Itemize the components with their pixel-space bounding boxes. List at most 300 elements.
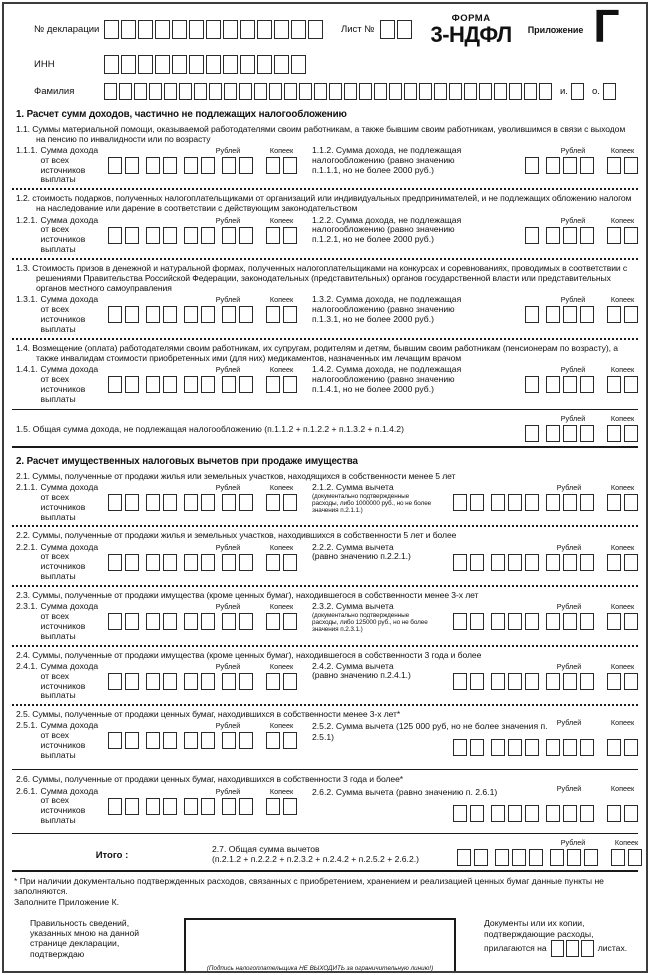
input-cell[interactable] [624,376,638,393]
input-cell[interactable] [201,732,215,749]
input-cell[interactable] [563,227,577,244]
input-cell[interactable] [525,494,539,511]
input-cell[interactable] [491,494,505,511]
input-cell[interactable] [607,805,621,822]
input-cell[interactable] [184,673,198,690]
input-cell[interactable] [291,55,306,74]
input-cell[interactable] [266,306,280,323]
input-cell[interactable] [108,673,122,690]
input-cell[interactable] [580,376,594,393]
input-cell[interactable] [104,55,119,74]
input-cell[interactable] [525,425,539,442]
input-cell[interactable] [194,83,207,100]
input-cell[interactable] [125,673,139,690]
input-cell[interactable] [546,376,560,393]
input-cell[interactable] [546,805,560,822]
input-cell[interactable] [163,306,177,323]
input-cell[interactable] [125,554,139,571]
signature-box[interactable] [184,918,456,973]
input-cell[interactable] [453,673,467,690]
input-cell[interactable] [184,798,198,815]
input-cell[interactable] [257,55,272,74]
input-cell[interactable] [184,306,198,323]
input-cell[interactable] [624,613,638,630]
input-cell[interactable] [389,83,402,100]
input-cell[interactable] [146,376,160,393]
input-cell[interactable] [397,20,412,39]
input-cell[interactable] [607,157,621,174]
input-cell[interactable] [624,425,638,442]
input-cell[interactable] [184,554,198,571]
field-2-3-2-label [312,602,434,633]
input-cell[interactable] [580,739,594,756]
input-cell[interactable] [108,494,122,511]
para-1-2: 1.2. стоимость подарков, полученных налогоплательщиками от организаций или индивидуальных предпринимателей, и не подлежащих обложению налогом на наследование или дарение в соответствии с действующим законодательством [16,193,632,214]
input-cell[interactable] [494,83,507,100]
input-cell[interactable] [470,613,484,630]
input-cell[interactable] [146,306,160,323]
input-cell[interactable] [125,798,139,815]
input-cell[interactable] [104,83,117,100]
input-cell[interactable] [266,673,280,690]
input-cell[interactable] [125,732,139,749]
input-cell[interactable] [206,20,221,39]
input-cell[interactable] [222,613,236,630]
row-1-4 [12,365,638,405]
input-cell[interactable] [624,157,638,174]
input-cell[interactable] [266,227,280,244]
input-cell[interactable] [464,83,477,100]
input-cell[interactable] [201,798,215,815]
input-cell[interactable] [580,554,594,571]
input-cell[interactable] [453,554,467,571]
input-cell[interactable] [299,83,312,100]
input-cell[interactable] [434,83,447,100]
input-cell[interactable] [453,805,467,822]
input-cell[interactable] [155,20,170,39]
input-cell[interactable] [184,732,198,749]
input-cell[interactable] [239,306,253,323]
input-cell[interactable] [283,376,297,393]
inn-input[interactable] [104,55,306,74]
input-cell[interactable] [138,20,153,39]
input-cell[interactable] [239,157,253,174]
input-cell[interactable] [453,739,467,756]
input-cell[interactable] [274,55,289,74]
input-cell[interactable] [563,425,577,442]
input-cell[interactable] [108,554,122,571]
input-cell[interactable] [374,83,387,100]
input-cell[interactable] [359,83,372,100]
input-cell[interactable] [222,376,236,393]
input-cell[interactable] [222,227,236,244]
money-field-2-2-2 [453,543,638,571]
input-cell[interactable] [224,83,237,100]
input-cell[interactable] [508,494,522,511]
surname-input[interactable] [104,83,552,100]
input-cell[interactable] [470,805,484,822]
input-cell[interactable] [611,849,625,866]
input-cell[interactable] [508,673,522,690]
input-cell[interactable] [525,157,539,174]
section-divider [12,446,638,448]
money-field-2-5-2 [453,718,638,756]
field-1-3-1 [12,295,312,335]
input-cell[interactable] [546,157,560,174]
field-2-6-1 [12,787,312,827]
input-cell[interactable] [222,157,236,174]
input-cell[interactable] [581,940,594,957]
input-cell[interactable] [266,554,280,571]
input-cell[interactable] [239,83,252,100]
input-cell[interactable] [163,227,177,244]
input-cell[interactable] [283,227,297,244]
field-number: 2.5.1. [16,720,38,731]
input-cell[interactable] [283,554,297,571]
input-cell[interactable] [121,20,136,39]
input-cell[interactable] [607,673,621,690]
input-cell[interactable] [239,673,253,690]
input-cell[interactable] [146,554,160,571]
kopecks-label: Копеек [610,542,635,552]
input-cell[interactable] [524,83,537,100]
input-cell[interactable] [172,55,187,74]
input-cell[interactable] [624,739,638,756]
input-cell[interactable] [551,940,564,957]
input-cell[interactable] [525,613,539,630]
dotted-divider [12,258,638,260]
input-cell[interactable] [529,849,543,866]
input-cell[interactable] [146,613,160,630]
input-cell[interactable] [283,157,297,174]
initial-o-input[interactable] [603,83,616,100]
input-cell[interactable] [580,157,594,174]
input-cell[interactable] [222,798,236,815]
input-cell[interactable] [146,494,160,511]
input-cell[interactable] [453,494,467,511]
input-cell[interactable] [563,306,577,323]
input-cell[interactable] [201,306,215,323]
input-cell[interactable] [603,83,616,100]
input-cell[interactable] [283,732,297,749]
input-cell[interactable] [491,673,505,690]
input-cell[interactable] [539,83,552,100]
input-cell[interactable] [172,20,187,39]
input-cell[interactable] [108,798,122,815]
input-cell[interactable] [563,673,577,690]
deduction-note: (документально подтвержденные расходы, либо 1000000 руб., но не более значения п.2.1.1.) [312,492,432,514]
input-cell[interactable] [163,613,177,630]
input-cell[interactable] [138,55,153,74]
input-cell[interactable] [563,554,577,571]
income-label: Сумма дохода от всех источников выплаты [40,660,99,701]
income-label: Сумма дохода от всех источников выплаты [40,541,99,582]
input-cell[interactable] [580,227,594,244]
input-cell[interactable] [163,798,177,815]
kopecks-label: Копеек [610,482,635,492]
input-cell[interactable] [121,55,136,74]
input-cell[interactable] [163,673,177,690]
input-cell[interactable] [546,227,560,244]
input-cell[interactable] [201,157,215,174]
input-cell[interactable] [624,554,638,571]
input-cell[interactable] [495,849,509,866]
input-cell[interactable] [546,425,560,442]
input-cell[interactable] [239,798,253,815]
input-cell[interactable] [344,83,357,100]
input-cell[interactable] [563,739,577,756]
input-cell[interactable] [269,83,282,100]
input-cell[interactable] [491,739,505,756]
money-field-1-3-2 [525,295,638,325]
dotted-divider [12,338,638,340]
field-1-1-1-label [12,146,108,186]
declaration-number-input[interactable] [104,20,323,39]
input-cell[interactable] [254,83,267,100]
input-cell[interactable] [525,739,539,756]
input-cell[interactable] [525,805,539,822]
input-cell[interactable] [146,157,160,174]
input-cell[interactable] [189,20,204,39]
input-cell[interactable] [222,554,236,571]
section-divider [12,870,638,872]
input-cell[interactable] [563,376,577,393]
input-cell[interactable] [580,306,594,323]
input-cell[interactable] [584,849,598,866]
input-cell[interactable] [607,554,621,571]
input-cell[interactable] [108,306,122,323]
input-cell[interactable] [624,227,638,244]
input-cell[interactable] [201,227,215,244]
input-cell[interactable] [509,83,522,100]
input-cell[interactable] [184,613,198,630]
input-cell[interactable] [149,83,162,100]
input-cell[interactable] [257,20,272,39]
input-cell[interactable] [474,849,488,866]
input-cell[interactable] [163,157,177,174]
input-cell[interactable] [419,83,432,100]
input-cell[interactable] [222,732,236,749]
input-cell[interactable] [184,376,198,393]
input-cell[interactable] [329,83,342,100]
input-cell[interactable] [525,227,539,244]
input-cell[interactable] [266,157,280,174]
input-cell[interactable] [607,425,621,442]
input-cell[interactable] [108,732,122,749]
input-cell[interactable] [550,849,564,866]
field-number: 1.3.1. [16,294,38,305]
input-cell[interactable] [163,376,177,393]
input-cell[interactable] [571,83,584,100]
input-cell[interactable] [239,613,253,630]
input-cell[interactable] [146,227,160,244]
input-cell[interactable] [607,376,621,393]
field-number: 2.2.1. [16,541,38,552]
input-cell[interactable] [239,227,253,244]
input-cell[interactable] [567,849,581,866]
input-cell[interactable] [201,554,215,571]
input-cell[interactable] [508,805,522,822]
input-cell[interactable] [201,376,215,393]
input-cell[interactable] [163,554,177,571]
input-cell[interactable] [125,306,139,323]
input-cell[interactable] [108,227,122,244]
inn-label: ИНН [34,58,55,70]
input-cell[interactable] [491,613,505,630]
input-cell[interactable] [607,494,621,511]
input-cell[interactable] [239,554,253,571]
sheets-count-input[interactable] [551,940,594,957]
input-cell[interactable] [155,55,170,74]
input-cell[interactable] [240,55,255,74]
input-cell[interactable] [239,494,253,511]
input-cell[interactable] [283,494,297,511]
input-cell[interactable] [201,613,215,630]
input-cell[interactable] [146,798,160,815]
input-cell[interactable] [125,376,139,393]
input-cell[interactable] [266,798,280,815]
input-cell[interactable] [125,613,139,630]
input-cell[interactable] [580,613,594,630]
input-cell[interactable] [546,739,560,756]
total-label: Итого : [95,849,129,861]
input-cell[interactable] [546,613,560,630]
row-2-5 [12,718,638,765]
input-cell[interactable] [607,739,621,756]
input-cell[interactable] [525,673,539,690]
input-cell[interactable] [201,494,215,511]
input-cell[interactable] [607,613,621,630]
input-cell[interactable] [266,732,280,749]
money-field-1-4-2 [525,365,638,395]
input-cell[interactable] [104,20,119,39]
input-cell[interactable] [283,673,297,690]
input-cell[interactable] [146,732,160,749]
input-cell[interactable] [163,732,177,749]
input-cell[interactable] [222,306,236,323]
input-cell[interactable] [274,20,289,39]
input-cell[interactable] [580,673,594,690]
input-cell[interactable] [108,376,122,393]
input-cell[interactable] [239,376,253,393]
input-cell[interactable] [266,494,280,511]
input-cell[interactable] [491,554,505,571]
input-cell[interactable] [546,494,560,511]
input-cell[interactable] [624,805,638,822]
input-cell[interactable] [291,20,306,39]
input-cell[interactable] [563,805,577,822]
input-cell[interactable] [163,494,177,511]
input-cell[interactable] [563,157,577,174]
input-cell[interactable] [179,83,192,100]
input-cell[interactable] [164,83,177,100]
input-cell[interactable] [470,739,484,756]
input-cell[interactable] [508,739,522,756]
input-cell[interactable] [184,227,198,244]
field-2-4-1 [12,662,312,702]
input-cell[interactable] [508,554,522,571]
input-cell[interactable] [580,805,594,822]
input-cell[interactable] [283,798,297,815]
input-cell[interactable] [134,83,147,100]
input-cell[interactable] [624,306,638,323]
input-cell[interactable] [184,494,198,511]
total-formula: (п.2.1.2 + п.2.2.2 + п.2.3.2 + п.2.4.2 + п.2.5.2 + 2.6.2.) [212,853,419,864]
input-cell[interactable] [580,494,594,511]
input-cell[interactable] [201,673,215,690]
input-cell[interactable] [563,613,577,630]
input-cell[interactable] [380,20,395,39]
input-cell[interactable] [508,613,522,630]
input-cell[interactable] [580,425,594,442]
input-cell[interactable] [284,83,297,100]
input-cell[interactable] [239,732,253,749]
input-cell[interactable] [108,613,122,630]
input-cell[interactable] [404,83,417,100]
input-cell[interactable] [479,83,492,100]
input-cell[interactable] [546,673,560,690]
money-field-2-2-1 [108,543,297,583]
input-cell[interactable] [607,227,621,244]
input-cell[interactable] [222,494,236,511]
row-total [12,838,638,866]
input-cell[interactable] [563,494,577,511]
input-cell[interactable] [470,554,484,571]
input-cell[interactable] [512,849,526,866]
input-cell[interactable] [624,673,638,690]
input-cell[interactable] [222,673,236,690]
input-cell[interactable] [125,227,139,244]
input-cell[interactable] [283,306,297,323]
initial-i-input[interactable] [571,83,584,100]
input-cell[interactable] [223,55,238,74]
input-cell[interactable] [189,55,204,74]
input-cell[interactable] [206,55,221,74]
row-2-1 [12,483,638,523]
input-cell[interactable] [470,673,484,690]
input-cell[interactable] [125,494,139,511]
input-cell[interactable] [628,849,642,866]
input-cell[interactable] [209,83,222,100]
sheet-number-input[interactable] [380,20,412,39]
input-cell[interactable] [184,157,198,174]
input-cell[interactable] [525,376,539,393]
input-cell[interactable] [314,83,327,100]
input-cell[interactable] [266,376,280,393]
input-cell[interactable] [566,940,579,957]
input-cell[interactable] [457,849,471,866]
input-cell[interactable] [223,20,238,39]
input-cell[interactable] [470,494,484,511]
input-cell[interactable] [607,306,621,323]
input-cell[interactable] [308,20,323,39]
input-cell[interactable] [283,613,297,630]
input-cell[interactable] [146,673,160,690]
input-cell[interactable] [546,554,560,571]
input-cell[interactable] [525,306,539,323]
input-cell[interactable] [240,20,255,39]
input-cell[interactable] [108,157,122,174]
input-cell[interactable] [624,494,638,511]
input-cell[interactable] [453,613,467,630]
input-cell[interactable] [449,83,462,100]
input-cell[interactable] [491,805,505,822]
input-cell[interactable] [525,554,539,571]
input-cell[interactable] [546,306,560,323]
input-cell[interactable] [119,83,132,100]
input-cell[interactable] [125,157,139,174]
input-cell[interactable] [266,613,280,630]
